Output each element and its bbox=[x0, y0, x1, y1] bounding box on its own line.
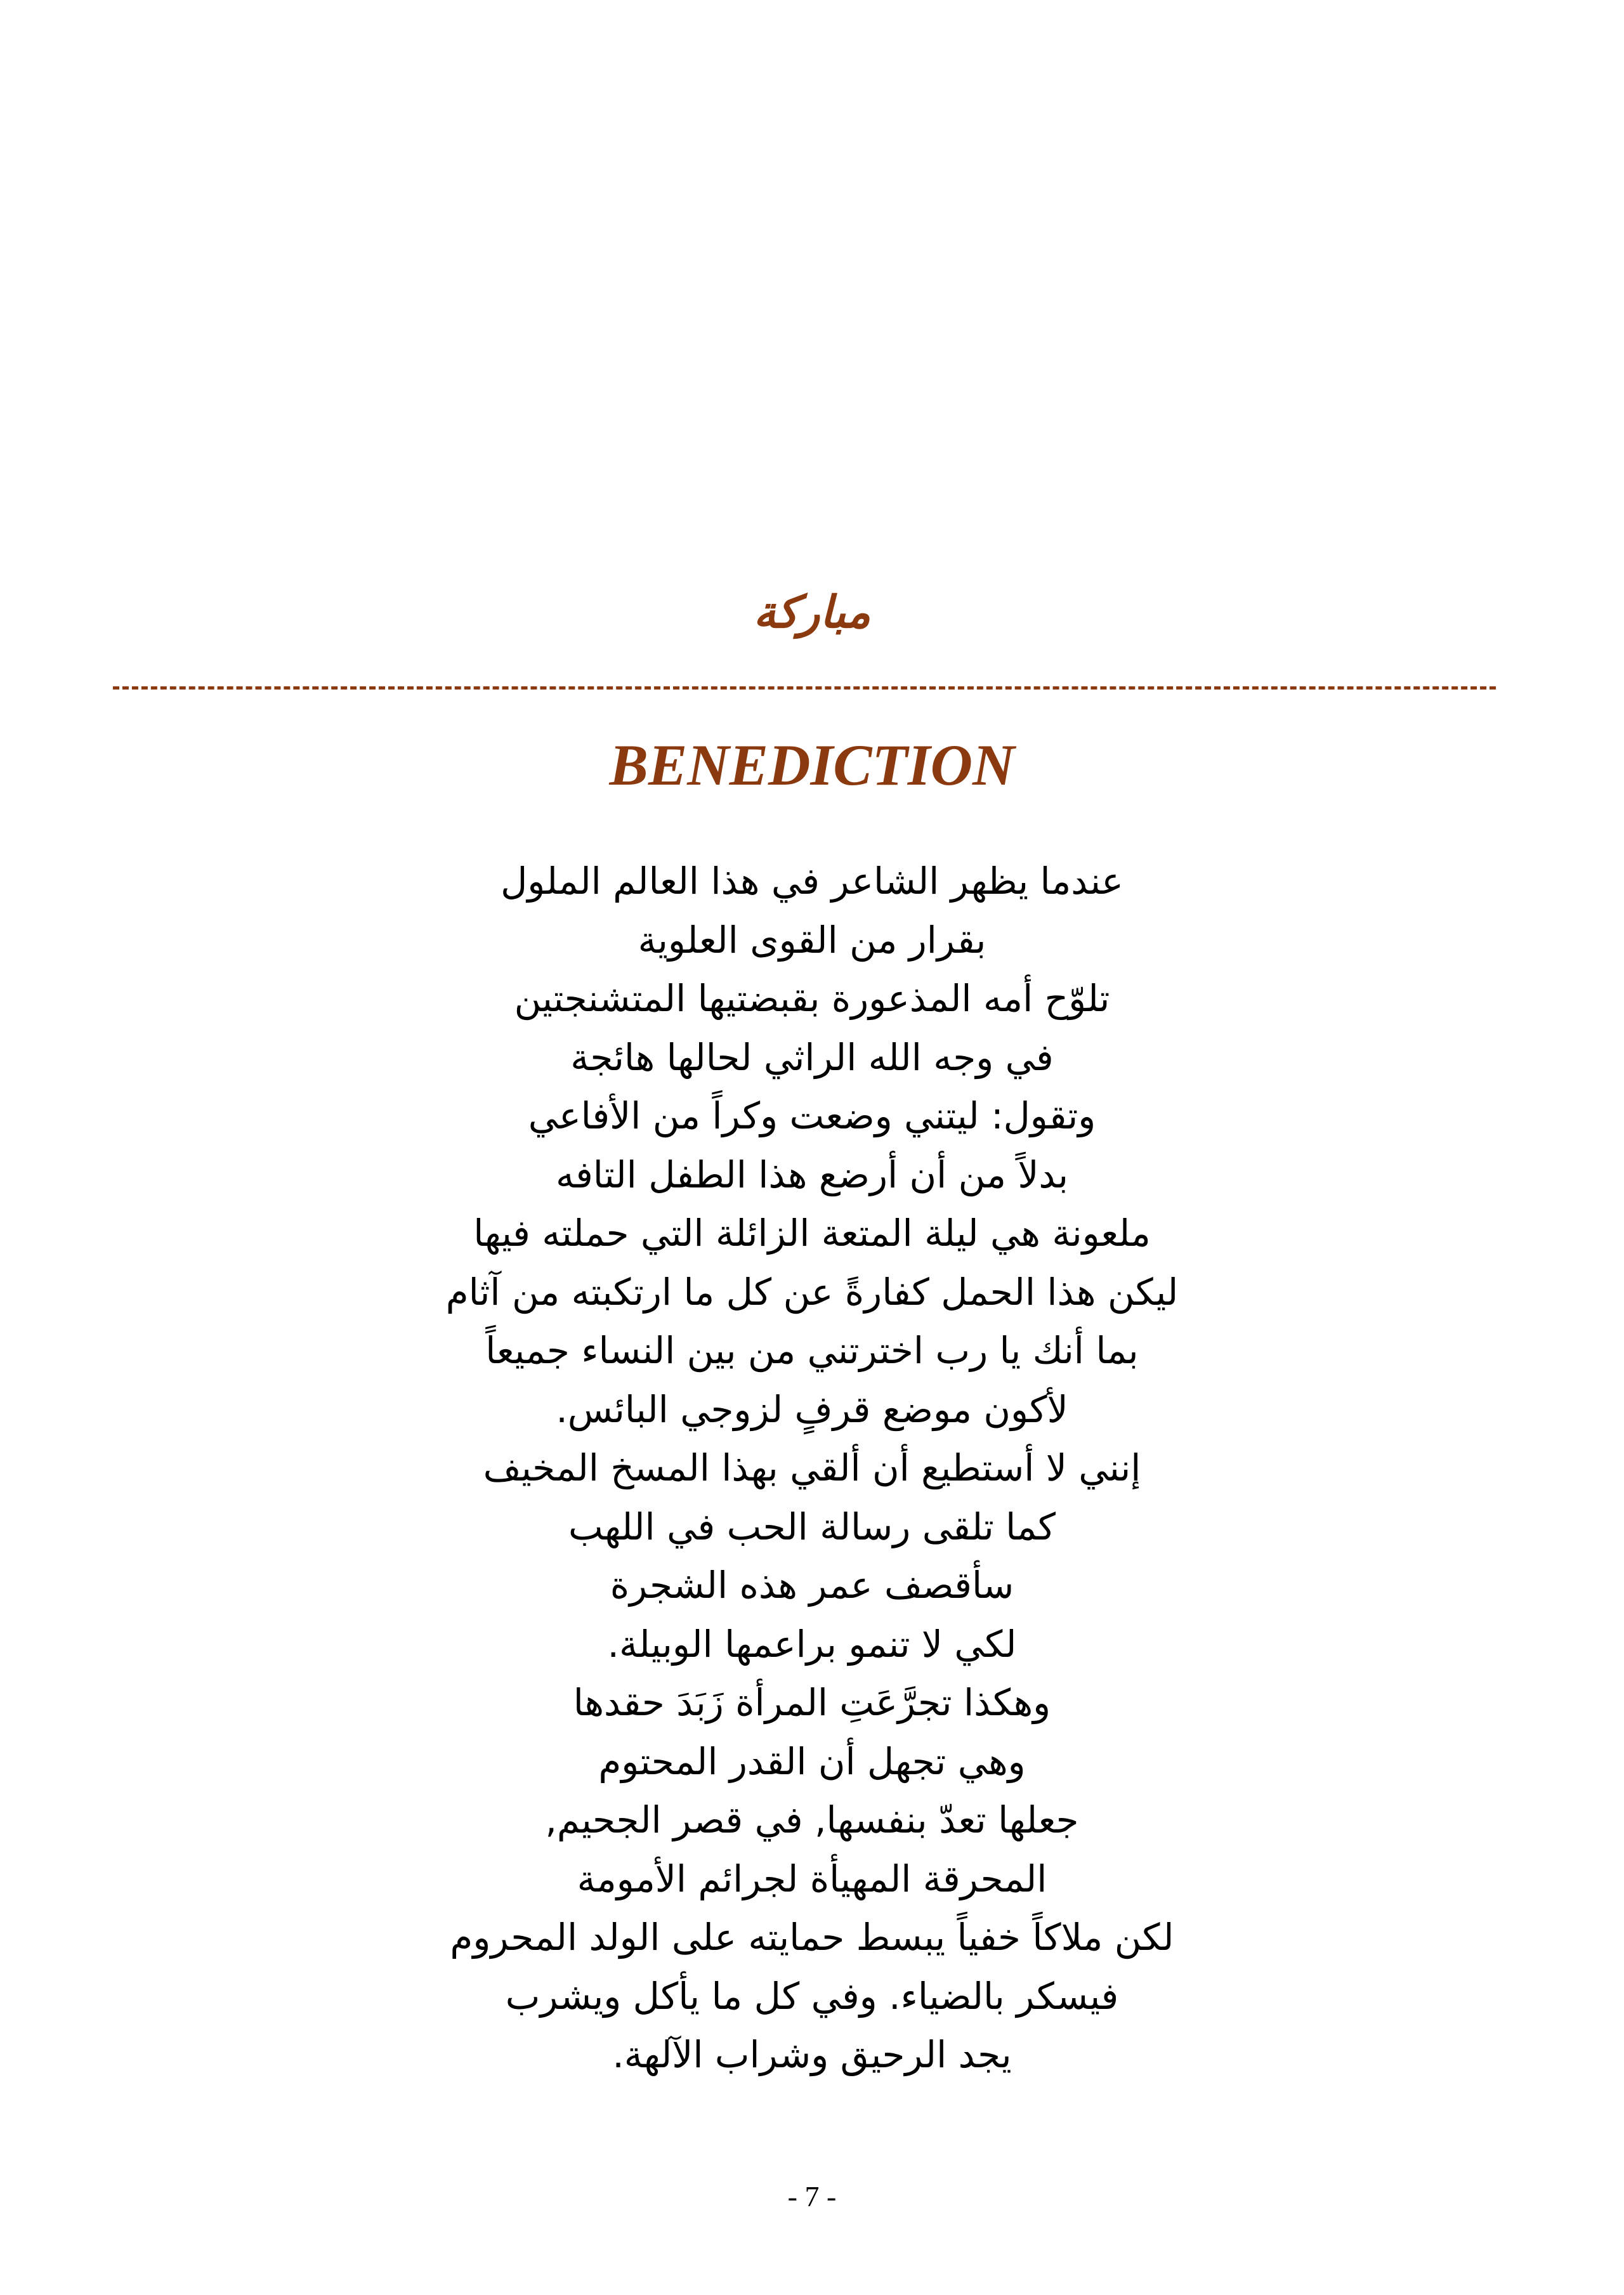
poem-line: بما أنك يا رب اخترتني من بين النساء جميعاً bbox=[485, 1329, 1139, 1372]
poem-text bbox=[0, 852, 1624, 2084]
poem-line: بقرار من القوى العلوية bbox=[638, 918, 986, 962]
poem-line: سأقصف عمر هذه الشجرة bbox=[610, 1564, 1014, 1607]
poem-line: ملعونة هي ليلة المتعة الزائلة التي حملته فيها bbox=[473, 1212, 1151, 1255]
page-number: - 7 - bbox=[787, 2180, 837, 2213]
poem-line: عندما يظهر الشاعر في هذا العالم الملول bbox=[501, 860, 1123, 903]
poem-line: لأكون موضع قرفٍ لزوجي البائس. bbox=[556, 1387, 1068, 1431]
poem-line: بدلاً من أن أرضع هذا الطفل التافه bbox=[555, 1153, 1068, 1196]
poem-line: فيسكر بالضياء. وفي كل ما يأكل ويشرب bbox=[505, 1974, 1119, 2018]
poem-line: كما تلقى رسالة الحب في اللهب bbox=[568, 1505, 1056, 1548]
poem-line: وهكذا تجرَّعَتِ المرأة زَبَدَ حقدها bbox=[573, 1681, 1051, 1724]
dashed-divider bbox=[113, 686, 1496, 690]
poem-line: وتقول: ليتني وضعت وكراً من الأفاعي bbox=[528, 1094, 1096, 1137]
poem-line: يجد الرحيق وشراب الآلهة. bbox=[612, 2033, 1012, 2076]
poem-line: تلوّح أمه المذعورة بقبضتيها المتشنجتين bbox=[514, 977, 1110, 1020]
arabic-title: مباركة bbox=[753, 586, 871, 638]
poem-line: ليكن هذا الحمل كفارةً عن كل ما ارتكبته من آثام bbox=[445, 1270, 1179, 1314]
poem-line: لكن ملاكاً خفياً يبسط حمايته على الولد المحروم bbox=[450, 1916, 1174, 1959]
poem-line: جعلها تعدّ بنفسها, في قصر الجحيم, bbox=[545, 1798, 1079, 1841]
poem-line: لكي لا تنمو براعمها الوبيلة. bbox=[607, 1622, 1017, 1666]
poem-line: المحرقة المهيأة لجرائم الأمومة bbox=[577, 1857, 1047, 1900]
latin-title: BENEDICTION bbox=[609, 733, 1015, 797]
poem-line: وهي تجهل أن القدر المحتوم bbox=[598, 1739, 1026, 1783]
poem-line: إنني لا أستطيع أن ألقي بهذا المسخ المخيف bbox=[483, 1446, 1141, 1489]
poem-line: في وجه الله الراثي لحالها هائجة bbox=[570, 1035, 1054, 1079]
